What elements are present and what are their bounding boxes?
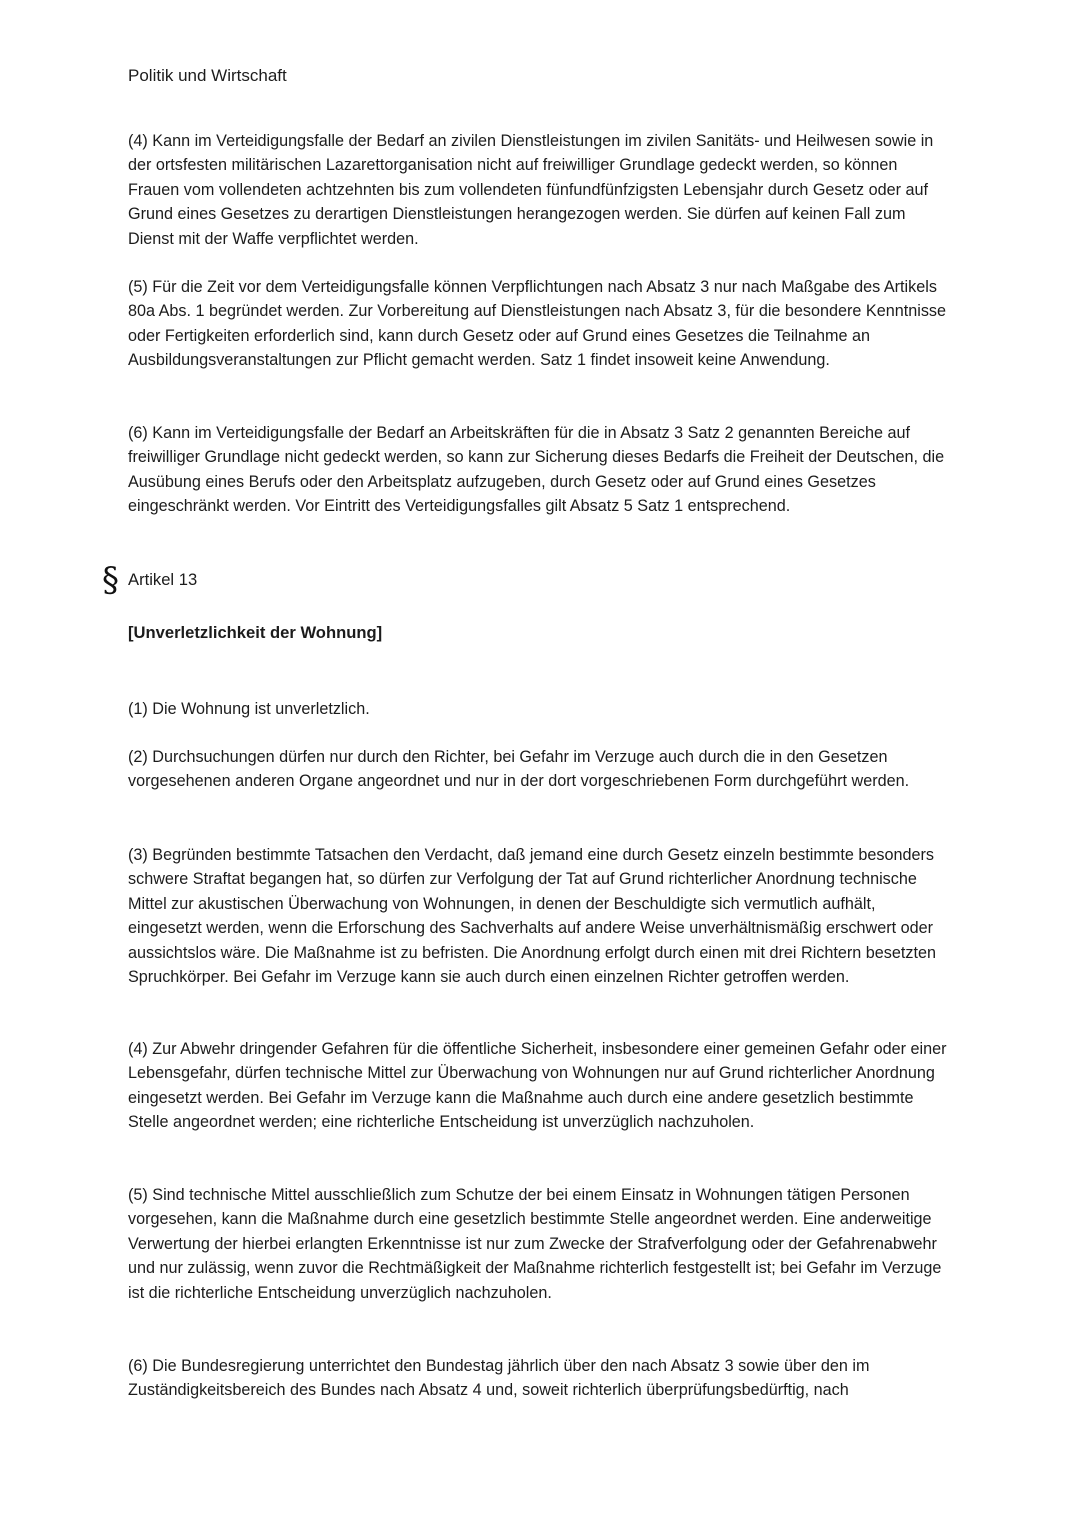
article13-paragraph-6: (6) Die Bundesregierung unterrichtet den Bundestag jährlich über den nach Absatz 3 sowie über den im Zuständigkeitsbereich des Bundes nach Absatz 4 und, soweit richterlich überprüfungsbedürftig, nach [128,1357,870,1400]
article13-paragraph-2: (2) Durchsuchungen dürfen nur durch den Richter, bei Gefahr im Verzuge auch durch die in den Gesetzen vorgesehenen anderen Organe angeordnet und nur in der dort vorgeschriebenen Form durchgeführt werden. [128,748,910,791]
article12-paragraph-4: (4) Kann im Verteidigungsfalle der Bedarf an zivilen Dienstleistungen im zivilen Sanitäts- und Heilwesen sowie in der ortsfesten militärischen Lazarettorganisation nicht auf freiwilliger Grundlage gedeckt werden, so können Frauen vom vollendeten achtzehnten bis zum vollendeten fünfundfünfzigsten Lebensjahr durch Gesetz oder auf Grund eines Gesetzes zu derartigen Dienstleistungen herangezogen werden. Sie dürfen auf keinen Fall zum Dienst mit der Waffe verpflichtet werden. [128,132,934,248]
article13-paragraph-4: (4) Zur Abwehr dringender Gefahren für die öffentliche Sicherheit, insbesondere einer gemeinen Gefahr oder einer Lebensgefahr, dürfen technische Mittel zur Überwachung von Wohnungen nur auf Grund richterlicher Anordnung eingesetzt werden. Bei Gefahr im Verzuge kann die Maßnahme auch durch eine andere gesetzlich bestimmte Stelle angeordnet werden; eine richterliche Entscheidung ist unverzüglich nachzuholen. [128,1040,947,1132]
article13-paragraph-3: (3) Begründen bestimmte Tatsachen den Verdacht, daß jemand eine durch Gesetz einzeln bestimmte besonders schwere Straftat begangen hat, so dürfen zur Verfolgung der Tat auf Grund richterlicher Anordnung technische Mittel zur akustischen Überwachung von Wohnungen, in denen der Beschuldigte sich vermutlich aufhält, eingesetzt werden, wenn die Erforschung des Sachverhalts auf andere Weise unverhältnismäßig erschwert oder aussichtslos wäre. Die Maßnahme ist zu befristen. Die Anordnung erfolgt durch einen mit drei Richtern besetzten Spruchkörper. Bei Gefahr im Verzuge kann sie auch durch einen einzelnen Richter getroffen werden. [128,846,936,987]
article-heading: [Unverletzlichkeit der Wohnung] [128,623,383,642]
article-label: Artikel 13 [128,570,198,589]
article12-paragraph-6: (6) Kann im Verteidigungsfalle der Bedarf an Arbeitskräften für die in Absatz 3 Satz 2 genannten Bereiche auf freiwilliger Grundlage nicht gedeckt werden, so kann zur Sicherung dieses Bedarfs die Freiheit der Deutschen, die Ausübung eines Berufs oder den Arbeitsplatz aufzugeben, durch Gesetz oder auf Grund eines Gesetzes eingeschränkt werden. Vor Eintritt des Verteidigungsfalles gilt Absatz 5 Satz 1 entsprechend. [128,424,945,516]
article13-paragraph-5: (5) Sind technische Mittel ausschließlich zum Schutze der bei einem Einsatz in Wohnungen tätigen Personen vorgesehen, kann die Maßnahme durch eine gesetzlich bestimmte Stelle angeordnet werden. Eine anderweitige Verwertung der hierbei erlangten Erkenntnisse ist nur zum Zwecke der Strafverfolgung oder der Gefahrenabwehr und nur zulässig, wenn zuvor die Rechtmäßigkeit der Maßnahme richterlich festgestellt ist; bei Gefahr im Verzuge ist die richterliche Entscheidung unverzüglich nachzuholen. [128,1186,942,1302]
article12-paragraph-5: (5) Für die Zeit vor dem Verteidigungsfalle können Verpflichtungen nach Absatz 3 nur nach Maßgabe des Artikels 80a Abs. 1 begründet werden. Zur Vorbereitung auf Dienstleistungen nach Absatz 3, für die besondere Kenntnisse oder Fertigkeiten erforderlich sind, kann durch Gesetz oder auf Grund eines Gesetzes die Teilnahme an Ausbildungsveranstaltungen zur Pflicht gemacht werden. Satz 1 findet insoweit keine Anwendung. [128,278,947,370]
section-symbol-icon: § [102,560,119,600]
page-header-title: Politik und Wirtschaft [128,66,287,85]
article13-paragraph-1: (1) Die Wohnung ist unverletzlich. [128,700,370,718]
